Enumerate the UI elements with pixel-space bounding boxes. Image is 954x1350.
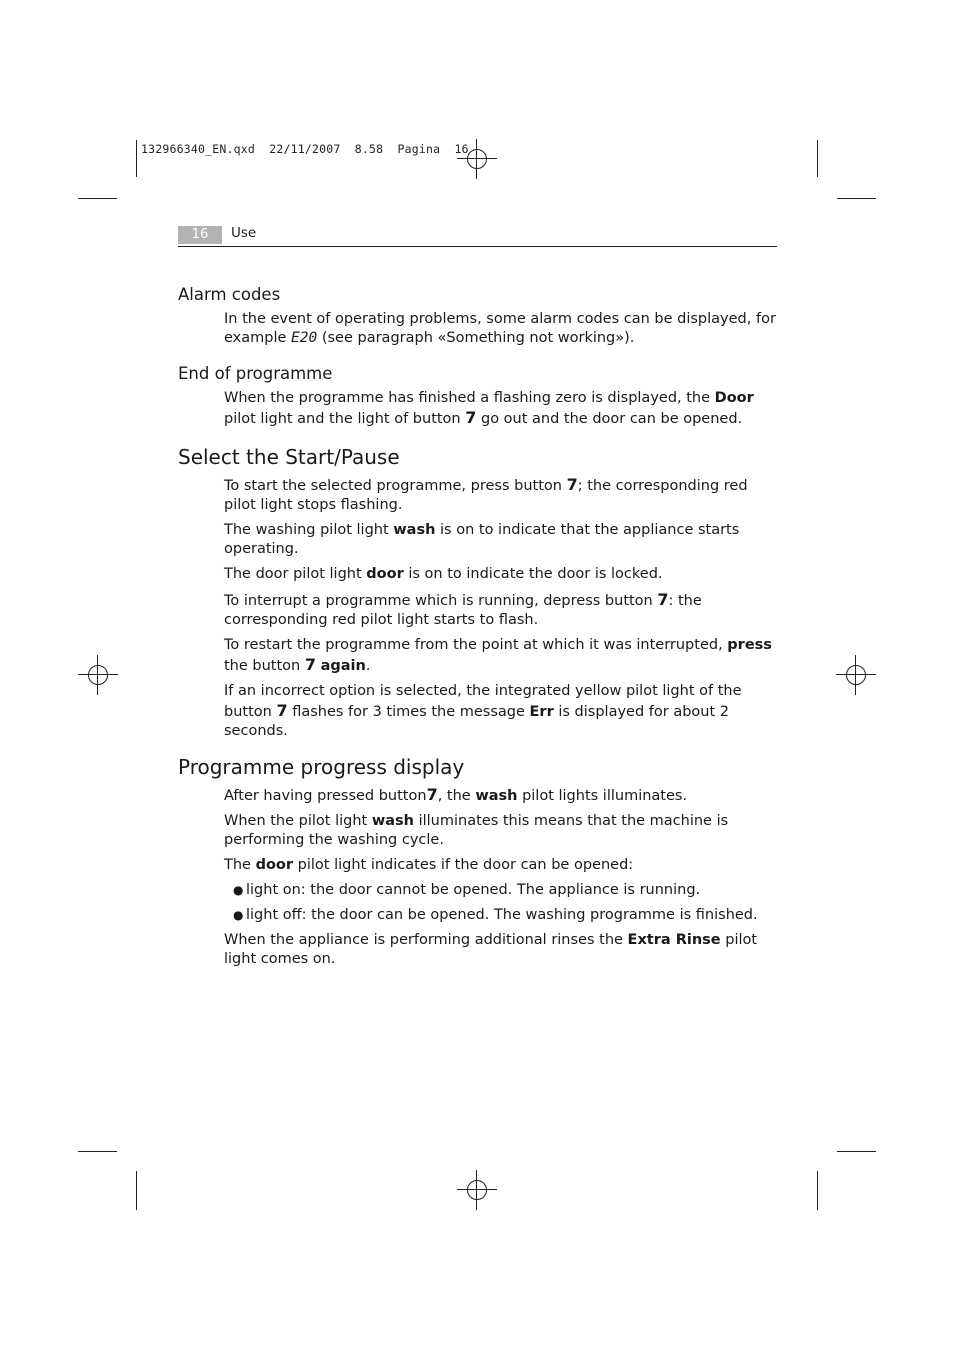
list-item: ● light on: the door cannot be opened. The appliance is running. <box>233 882 701 898</box>
registration-mark-left <box>78 655 118 695</box>
progress-display-heading: Programme progress display <box>178 755 465 779</box>
header-rule <box>178 246 777 247</box>
crop-mark <box>837 1151 876 1152</box>
start-pause-heading: Select the Start/Pause <box>178 445 400 469</box>
registration-mark-bottom <box>457 1170 497 1210</box>
start-paragraph-1: To start the selected programme, press button 7; the corresponding red pilot light stops flashing. <box>224 475 748 513</box>
crop-mark <box>78 1151 117 1152</box>
start-paragraph-3: The door pilot light door is on to indicate the door is locked. <box>224 566 663 582</box>
bullet-icon: ● <box>233 883 244 897</box>
progress-paragraph-3: The door pilot light indicates if the door can be opened: <box>224 857 634 873</box>
page-number: 16 <box>178 226 222 244</box>
crop-mark <box>817 140 818 177</box>
end-of-programme-heading: End of programme <box>178 364 333 383</box>
progress-display-body <box>224 785 778 969</box>
start-pause-body <box>224 475 778 741</box>
crop-mark <box>817 1171 818 1210</box>
registration-mark-right <box>836 655 876 695</box>
start-paragraph-2: The washing pilot light wash is on to indicate that the appliance starts operating. <box>224 522 740 557</box>
alarm-codes-heading: Alarm codes <box>178 285 281 304</box>
alarm-code: E20 <box>291 330 318 346</box>
alarm-codes-body <box>224 310 778 348</box>
crop-mark <box>136 140 137 177</box>
start-paragraph-4: To interrupt a programme which is running, depress button 7: the corresponding red pilot light starts to flash. <box>224 590 702 628</box>
alarm-paragraph: In the event of operating problems, some alarm codes can be displayed, for example E20 (see paragraph «Something not working»). <box>224 311 776 346</box>
progress-paragraph-1: After having pressed button7, the wash pilot lights illuminates. <box>224 785 688 804</box>
page-content <box>178 285 778 975</box>
end-of-programme-body <box>224 389 778 429</box>
door-status-list <box>224 881 778 925</box>
crop-mark <box>78 198 117 199</box>
end-paragraph: When the programme has finished a flashing zero is displayed, the Door pilot light and the light of button 7 go out and the door can be opened. <box>224 390 754 427</box>
start-paragraph-5: To restart the programme from the point at which it was interrupted, press the button 7 again. <box>224 637 772 674</box>
progress-paragraph-4: When the appliance is performing additional rinses the Extra Rinse pilot light comes on. <box>224 932 758 967</box>
crop-mark <box>837 198 876 199</box>
start-paragraph-6: If an incorrect option is selected, the integrated yellow pilot light of the button 7 flashes for 3 times the message Err is displayed for about 2 seconds. <box>224 683 742 739</box>
print-slug: 132966340_EN.qxd 22/11/2007 8.58 Pagina 16 <box>141 142 469 156</box>
progress-paragraph-2: When the pilot light wash illuminates this means that the machine is performing the washing cycle. <box>224 813 729 848</box>
list-item: ● light off: the door can be opened. The washing programme is finished. <box>233 907 758 923</box>
section-label: Use <box>231 225 257 241</box>
bullet-icon: ● <box>233 908 244 922</box>
crop-mark <box>136 1171 137 1210</box>
